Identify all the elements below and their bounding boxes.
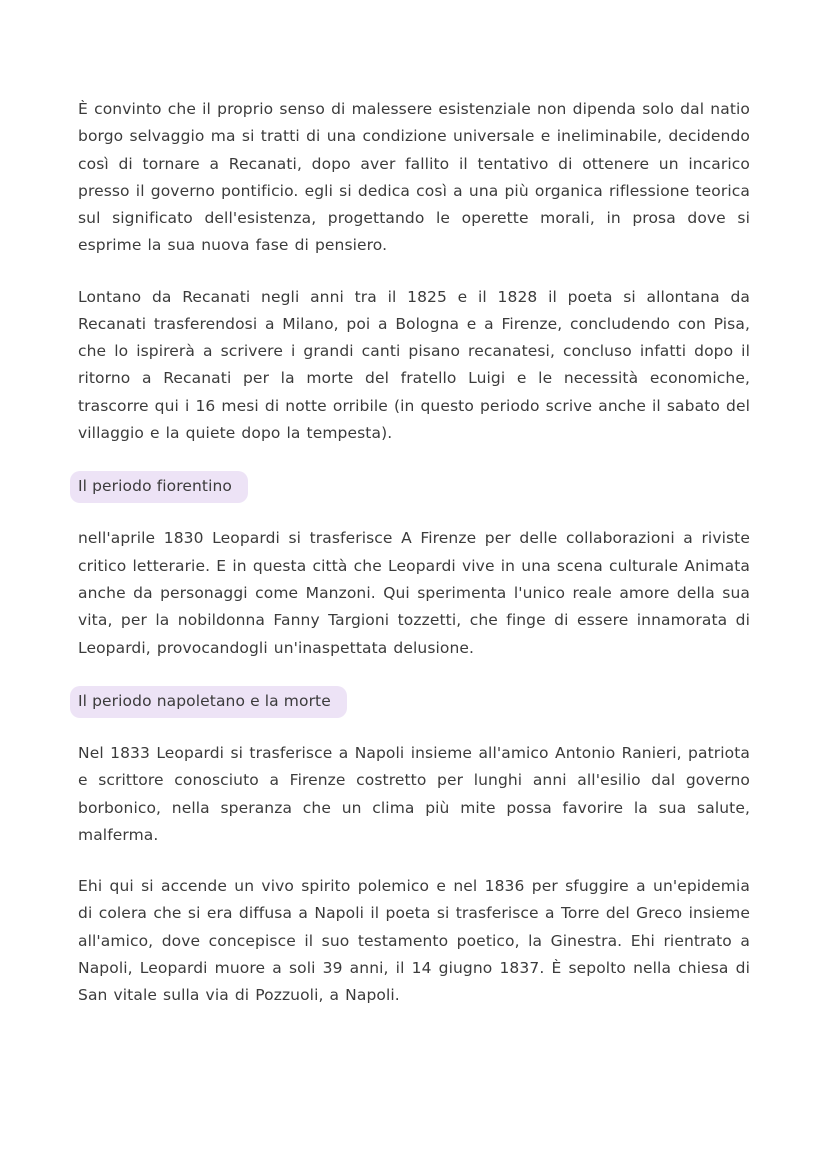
paragraph-naples-move: Nel 1833 Leopardi si trasferisce a Napoli insieme all'amico Antonio Ranieri, patriota e scrittore conosciuto a Firenze costretto per lunghi anni all'esilio dal governo borbonico, nella speranza che un clima più mite possa favorire la sua salute, malferma.	[78, 744, 750, 844]
section-heading-wrap	[70, 471, 750, 503]
paragraph-away-from-recanati: Lontano da Recanati negli anni tra il 1825 e il 1828 il poeta si allontana da Recanati trasferendosi a Milano, poi a Bologna e a Firenze, concludendo con Pisa, che lo ispirerà a scrivere i grandi canti pisano recanatesi, concluso infatti dopo il ritorno a Recanati per la morte del fratello Luigi e le necessità economiche, trascorre qui i 16 mesi di notte orribile (in questo periodo scrive anche il sabato del villaggio e la quiete dopo la tempesta).	[78, 287, 750, 442]
section-heading-florentine-period: Il periodo fiorentino	[70, 471, 248, 503]
paragraph-florentine-period: nell'aprile 1830 Leopardi si trasferisce A Firenze per delle collaborazioni a riviste critico letterarie. E in questa città che Leopardi vive in una scena culturale Animata anche da personaggi come Manzoni. Qui sperimenta l'unico reale amore della sua vita, per la nobildonna Fanny Targioni tozzetti, che finge di essere innamorata di Leopardi, provocandogli un'inaspettata delusione.	[78, 529, 750, 657]
section-heading-neapolitan-period: Il periodo napoletano e la morte	[70, 686, 347, 718]
paragraph-death: Ehi qui si accende un vivo spirito polemico e nel 1836 per sfuggire a un'epidemia di colera che si era diffusa a Napoli il poeta si trasferisce a Torre del Greco insieme all'amico, dove concepisce il suo testamento poetico, la Ginestra. Ehi rientrato a Napoli, Leopardi muore a soli 39 anni, il 14 giugno 1837. È sepolto nella chiesa di San vitale sulla via di Pozzuoli, a Napoli.	[78, 877, 750, 1005]
paragraph-existential-malaise: È convinto che il proprio senso di malessere esistenziale non dipenda solo dal natio borgo selvaggio ma si tratti di una condizione universale e ineliminabile, decidendo così di tornare a Recanati, dopo aver fallito il tentativo di ottenere un incarico presso il governo pontificio. egli si dedica così a una più organica riflessione teorica sul significato dell'esistenza, progettando le operette morali, in prosa dove si esprime la sua nuova fase di pensiero.	[78, 100, 750, 255]
section-heading-wrap	[70, 686, 750, 718]
